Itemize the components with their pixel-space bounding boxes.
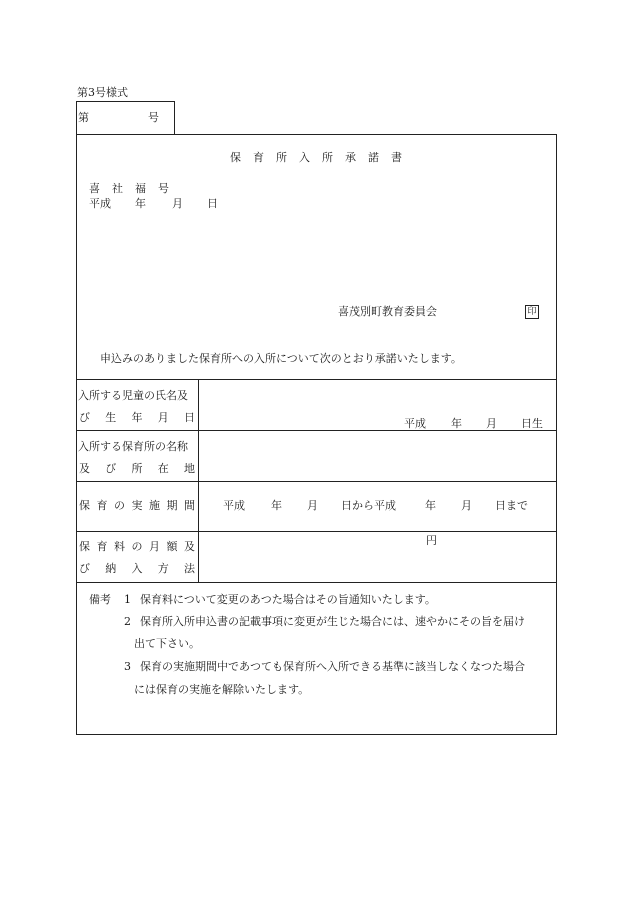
- birth-era: 平成: [404, 417, 426, 430]
- remark-3-text-line2: には保育の実施を解除いたします。: [134, 683, 310, 696]
- date-month: 月: [172, 197, 183, 210]
- birth-year: 年: [451, 417, 462, 430]
- form-number: 第3号様式: [77, 86, 128, 99]
- date-day: 日: [207, 197, 218, 210]
- form-left-border: [76, 101, 77, 734]
- form-top-border: [76, 134, 557, 135]
- form-bottom-border: [76, 734, 557, 735]
- period-from-text: 日から平成: [341, 499, 396, 512]
- period-start-era: 平成: [223, 499, 245, 512]
- number-box-top: [76, 101, 174, 102]
- fee-label-line1: 保 育 料 の 月 額 及: [79, 540, 195, 553]
- label-column-divider: [198, 379, 199, 582]
- row-divider-3: [76, 531, 557, 532]
- date-era: 平成: [89, 197, 111, 210]
- issuer-name: 喜茂別町教育委員会: [338, 305, 437, 318]
- birth-month: 月: [486, 417, 497, 430]
- row-divider-1: [76, 430, 557, 431]
- remark-3-text-line1: 保育の実施期間中であつても保育所へ入所できる基準に該当しなくなつた場合: [140, 660, 525, 673]
- seal-mark: 印: [525, 305, 539, 319]
- birth-day: 日生: [521, 417, 543, 430]
- period-until-text: 日まで: [495, 499, 528, 512]
- remark-3-number: 3: [124, 660, 131, 673]
- remarks-heading: 備考: [89, 593, 111, 606]
- period-end-month: 月: [461, 499, 472, 512]
- remark-2-number: 2: [124, 615, 131, 628]
- remark-2-text-line1: 保育所入所申込書の記載事項に変更が生じた場合には、速やかにその旨を届け: [140, 615, 525, 628]
- remark-1-text: 保育料について変更のあつた場合はその旨通知いたします。: [140, 593, 436, 606]
- period-start-year: 年: [271, 499, 282, 512]
- number-box-right: [174, 101, 175, 134]
- date-year: 年: [135, 197, 146, 210]
- period-end-year: 年: [425, 499, 436, 512]
- table-bottom-line: [76, 582, 557, 583]
- row-divider-2: [76, 481, 557, 482]
- form-right-border: [556, 134, 557, 734]
- child-label-line1: 入所する児童の氏名及: [78, 389, 188, 402]
- doc-number-suffix: 号: [148, 111, 159, 124]
- period-label: 保 育 の 実 施 期 間: [79, 499, 195, 512]
- facility-label-line1: 入所する保育所の名称: [78, 440, 188, 453]
- remark-2-text-line2: 出て下さい。: [134, 637, 200, 650]
- doc-number-prefix: 第: [78, 111, 89, 124]
- intro-text: 申込みのありました保育所への入所について次のとおり承諾いたします。: [100, 352, 462, 365]
- document-title: 保 育 所 入 所 承 諾 書: [230, 151, 402, 164]
- fee-label-line2: び 納 入 方 法: [79, 562, 195, 575]
- child-label-line2: び 生 年 月 日: [79, 411, 195, 424]
- facility-label-line2: 及 び 所 在 地: [79, 462, 195, 475]
- period-start-month: 月: [307, 499, 318, 512]
- table-top-line: [76, 379, 557, 380]
- recipient-number: 喜 社 福 号: [89, 182, 169, 195]
- fee-unit: 円: [426, 534, 437, 547]
- remark-1-number: 1: [124, 593, 131, 606]
